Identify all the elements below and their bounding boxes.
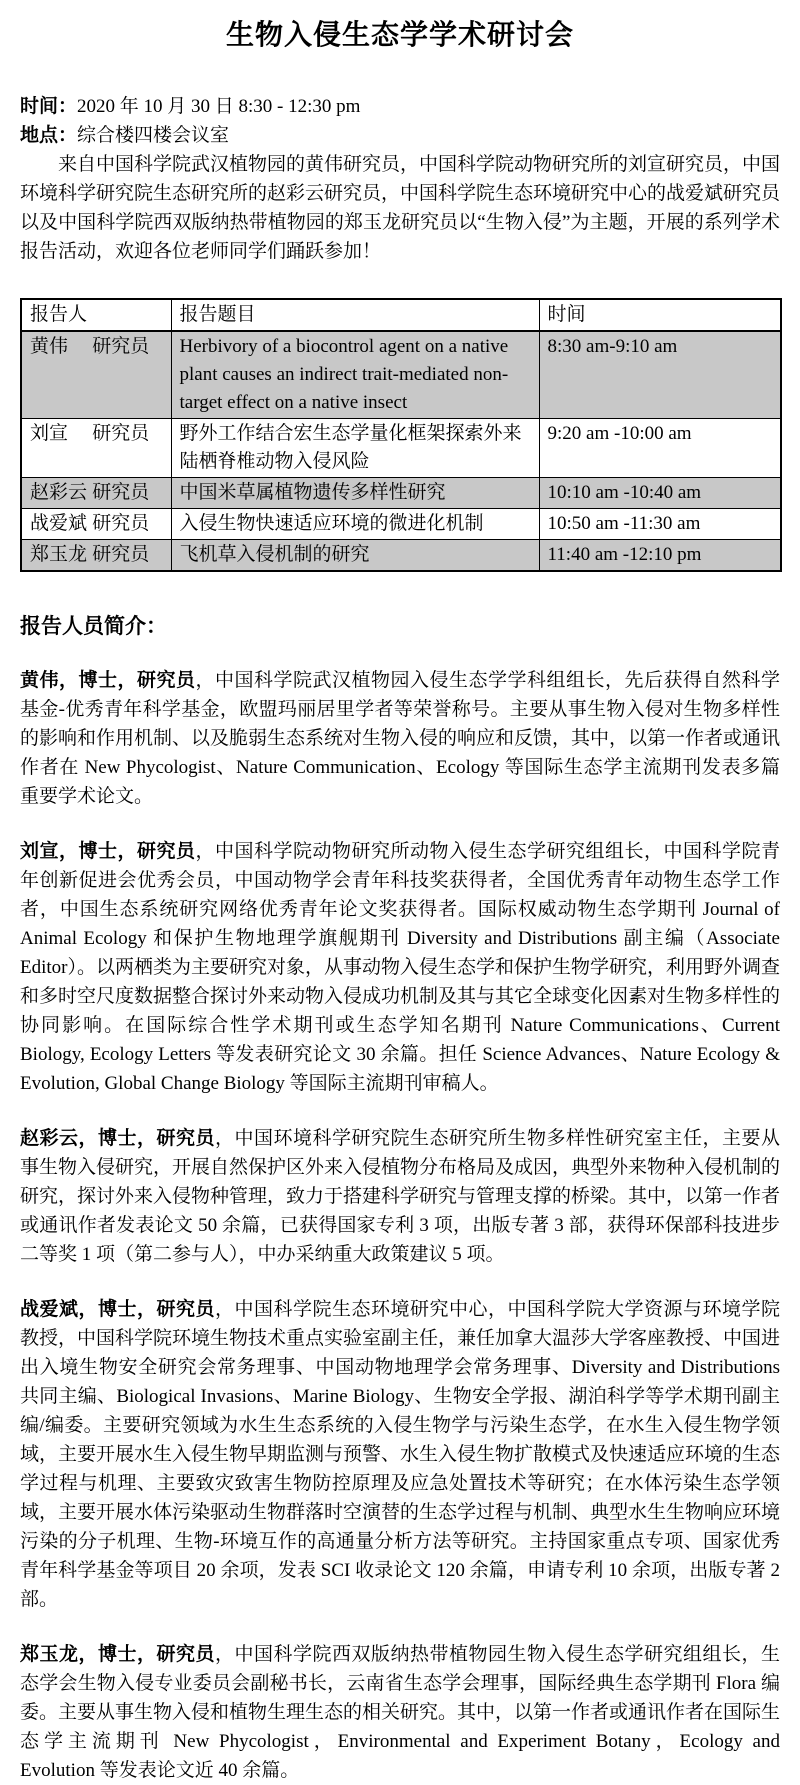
table-row: [21, 509, 781, 540]
time-cell: 10:10 am -10:40 am: [539, 478, 781, 509]
bio-paragraph-liuxuan: [20, 837, 780, 1098]
bio-text: ，中国科学院生态环境研究中心，中国科学院大学资源与环境学院教授，中国科学院环境生物技术重点实验室副主任，兼任加拿大温莎大学客座教授、中国进出入境生物安全研究会常务理事、中国动物地理学会常务理事、Diversity and Distributions 共同主编、Biological Invasions、Marine Biology、生物安全学报、湖泊科学等学术期刊副主编/编委。主要研究领域为水生生态系统的入侵生物学与污染生态学，在水生入侵生物学领域，主要开展水生入侵生物早期监测与预警、水生入侵生物扩散模式及快速适应环境的生态学过程与机理、主要致灾致害生物防控原理及应急处置技术等研究；在水体污染生态学领域，主要开展水体污染驱动生物群落时空演替的生态学过程与机制、典型水生生物响应环境污染的分子机理、生物-环境互作的高通量分析方法等研究。主持国家重点专项、国家优秀青年科学基金等项目 20 余项，发表 SCI 收录论文 120 余篇，申请专利 10 余项，出版专著 2 部。: [20, 1299, 781, 1610]
bios-section-heading: 报告人员简介：: [20, 615, 167, 638]
speaker-cell: 黄伟 研究员: [21, 331, 171, 419]
time-value: 2020 年 10 月 30 日 8:30 - 12:30 pm: [77, 96, 361, 117]
speaker-cell: 赵彩云 研究员: [21, 478, 171, 509]
table-row: [21, 331, 781, 419]
bio-paragraph-zhengyulong: [20, 1640, 780, 1785]
speaker-cell: 郑玉龙 研究员: [21, 540, 171, 572]
time-cell: 8:30 am-9:10 am: [539, 331, 781, 419]
page-title: 生物入侵生态学学术研讨会: [225, 19, 574, 50]
topic-cell: 飞机草入侵机制的研究: [171, 540, 539, 572]
meta-block: [20, 92, 780, 266]
location-value: 综合楼四楼会议室: [77, 125, 230, 146]
bio-text: ，中国环境科学研究院生态研究所生物多样性研究室主任，主要从事生物入侵研究，开展自然保护区外来入侵植物分布格局及成因，典型外来物种入侵机制的研究，探讨外来入侵物种管理，致力于搭建科学研究与管理支撑的桥梁。其中，以第一作者或通讯作者发表论文 50 余篇，已获得国家专利 3 项，出版专著 3 部，获得环保部科技进步二等奖 1 项（第二参与人），中办采纳重大政策建议 5 项。: [20, 1128, 781, 1265]
speaker-cell: 战爱斌 研究员: [21, 509, 171, 540]
header-speaker: 报告人: [21, 299, 171, 331]
table-row: [21, 478, 781, 509]
time-cell: 9:20 am -10:00 am: [539, 419, 781, 478]
time-label: 时间：: [20, 96, 78, 117]
bio-text: ，中国科学院动物研究所动物入侵生态学研究组组长，中国科学院青年创新促进会优秀会员，中国动物学会青年科技奖获得者，全国优秀青年动物生态学工作者，中国生态系统研究网络优秀青年论文奖获得者。国际权威动物生态学期刊 Journal of Animal Ecology 和保护生物地理学旗舰期刊 Diversity and Distributions 副主编（Associate Editor）。以两栖类为主要研究对象，从事动物入侵生态学和保护生物学研究，利用野外调查和多时空尺度数据整合探讨外来动物入侵成功机制及其与其它全球变化因素对生物多样性的协同影响。在国际综合性学术期刊或生态学知名期刊 Nature Communications、Current Biology, Ecology Letters 等发表研究论文 30 余篇。担任 Science Advances、Nature Ecology & Evolution, Global Change Biology 等国际主流期刊审稿人。: [20, 841, 781, 1094]
bio-paragraph-zhaocaiyun: [20, 1124, 780, 1269]
bio-paragraph-huangwei: [20, 666, 780, 811]
bio-name: 黄伟，博士，研究员: [20, 670, 196, 691]
topic-cell: 入侵生物快速适应环境的微进化机制: [171, 509, 539, 540]
time-cell: 10:50 am -11:30 am: [539, 509, 781, 540]
topic-cell: 野外工作结合宏生态学量化框架探索外来陆栖脊椎动物入侵风险: [171, 419, 539, 478]
bio-paragraph-zhanaibin: [20, 1295, 780, 1614]
table-row: [21, 419, 781, 478]
bio-name: 赵彩云，博士，研究员: [20, 1128, 215, 1149]
location-label: 地点：: [20, 125, 78, 146]
header-time: 时间: [539, 299, 781, 331]
header-topic: 报告题目: [171, 299, 539, 331]
time-cell: 11:40 am -12:10 pm: [539, 540, 781, 572]
bio-name: 刘宣，博士，研究员: [20, 841, 196, 862]
bio-text: ，中国科学院西双版纳热带植物园生物入侵生态学研究组组长，生态学会生物入侵专业委员会副秘书长，云南省生态学会理事，国际经典生态学期刊 Flora 编委。主要从事生物入侵和植物生理生态的相关研究。其中，以第一作者或通讯作者在国际生态学主流期刊 New Phycologist，Environmental and Experiment Botany，Ecology and Evolution 等发表论文近 40 余篇。: [20, 1644, 781, 1781]
topic-cell: Herbivory of a biocontrol agent on a native plant causes an indirect trait-mediated non-target effect on a native insect: [171, 331, 539, 419]
topic-cell: 中国米草属植物遗传多样性研究: [171, 478, 539, 509]
bio-name: 战爱斌，博士，研究员: [20, 1299, 215, 1320]
table-header-row: [21, 299, 781, 331]
bio-name: 郑玉龙，博士，研究员: [20, 1644, 215, 1665]
schedule-table: [20, 298, 782, 572]
time-line: [20, 92, 780, 121]
intro-paragraph: 来自中国科学院武汉植物园的黄伟研究员，中国科学院动物研究所的刘宣研究员，中国环境科学研究院生态研究所的赵彩云研究员，中国科学院生态环境研究中心的战爱斌研究员以及中国科学院西双版纳热带植物园的郑玉龙研究员以“生物入侵”为主题，开展的系列学术报告活动，欢迎各位老师同学们踊跃参加！: [20, 154, 781, 262]
location-line: [20, 121, 780, 150]
bio-text: ，中国科学院武汉植物园入侵生态学学科组组长，先后获得自然科学基金-优秀青年科学基金，欧盟玛丽居里学者等荣誉称号。主要从事生物入侵对生物多样性的影响和作用机制、以及脆弱生态系统对生物入侵的响应和反馈，其中，以第一作者或通讯作者在 New Phycologist、Nature Communication、Ecology 等国际生态学主流期刊发表多篇重要学术论文。: [20, 670, 781, 807]
table-row: [21, 540, 781, 572]
speaker-cell: 刘宣 研究员: [21, 419, 171, 478]
